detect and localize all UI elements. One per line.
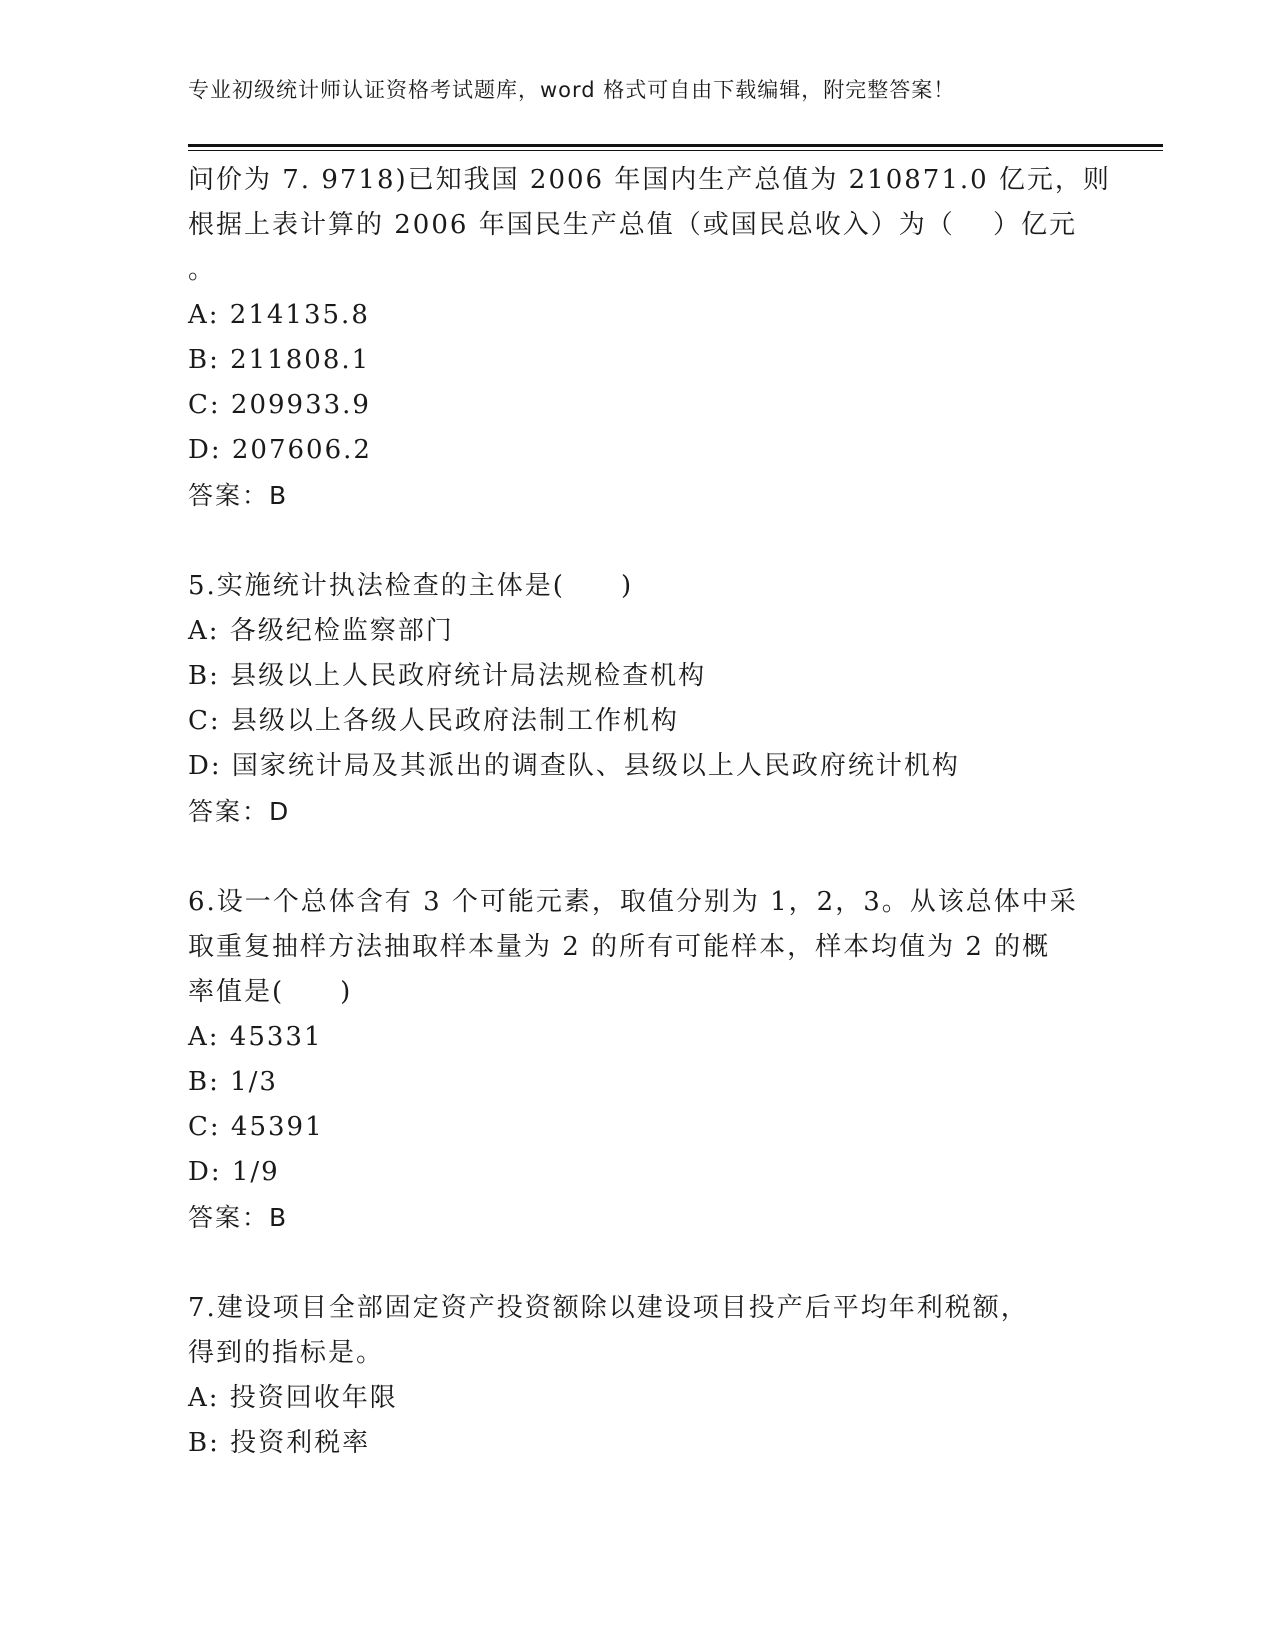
option-b: B: 县级以上人民政府统计局法规检查机构: [188, 661, 707, 691]
question-list: [188, 158, 1111, 1466]
header-rule-thin: [188, 150, 1163, 151]
question-block: [188, 564, 1088, 834]
option-b: B: 投资利税率: [188, 1428, 371, 1458]
option-a: A: 投资回收年限: [188, 1383, 398, 1413]
answer-line: 答案：B: [188, 481, 289, 510]
question-block: [188, 158, 1111, 518]
option-b: B: 211808.1: [188, 345, 371, 375]
option-b: B: 1/3: [188, 1067, 278, 1097]
option-a: A: 各级纪检监察部门: [188, 616, 454, 646]
question-stem-line: 6.设一个总体含有 3 个可能元素，取值分别为 1，2，3。从该总体中采: [188, 887, 1078, 917]
spacer: [188, 1240, 1088, 1286]
question-stem-line: 5.实施统计执法检查的主体是( ): [188, 571, 634, 601]
question-stem-line: 7.建设项目全部固定资产投资额除以建设项目投产后平均年利税额，: [188, 1293, 1029, 1323]
option-c: C: 县级以上各级人民政府法制工作机构: [188, 706, 679, 736]
option-a: A: 45331: [188, 1022, 323, 1052]
option-d: D: 207606.2: [188, 435, 372, 465]
question-stem-line: 得到的指标是。: [188, 1338, 385, 1368]
question-stem-line: 问价为 7. 9718)已知我国 2006 年国内生产总值为 210871.0 亿元，则: [188, 165, 1111, 195]
question-stem-line: 根据上表计算的 2006 年国民生产总值（或国民总收入）为（ ）亿元: [188, 210, 1077, 240]
question-block: [188, 1286, 1088, 1466]
page-header: 专业初级统计师认证资格考试题库，word 格式可自由下载编辑，附完整答案！: [188, 78, 956, 102]
option-c: C: 209933.9: [188, 390, 371, 420]
spacer: [188, 518, 1088, 564]
question-stem-line: 。: [188, 255, 217, 285]
option-c: C: 45391: [188, 1112, 324, 1142]
answer-line: 答案：D: [188, 797, 291, 826]
option-d: D: 国家统计局及其派出的调查队、县级以上人民政府统计机构: [188, 751, 960, 781]
header-rule-thick: [188, 144, 1163, 147]
spacer: [188, 834, 1088, 880]
option-a: A: 214135.8: [188, 300, 370, 330]
answer-line: 答案：B: [188, 1203, 289, 1232]
question-stem-line: 率值是( ): [188, 977, 353, 1007]
option-d: D: 1/9: [188, 1157, 280, 1187]
question-stem-line: 取重复抽样方法抽取样本量为 2 的所有可能样本，样本均值为 2 的概: [188, 932, 1051, 962]
question-block: [188, 880, 1088, 1240]
